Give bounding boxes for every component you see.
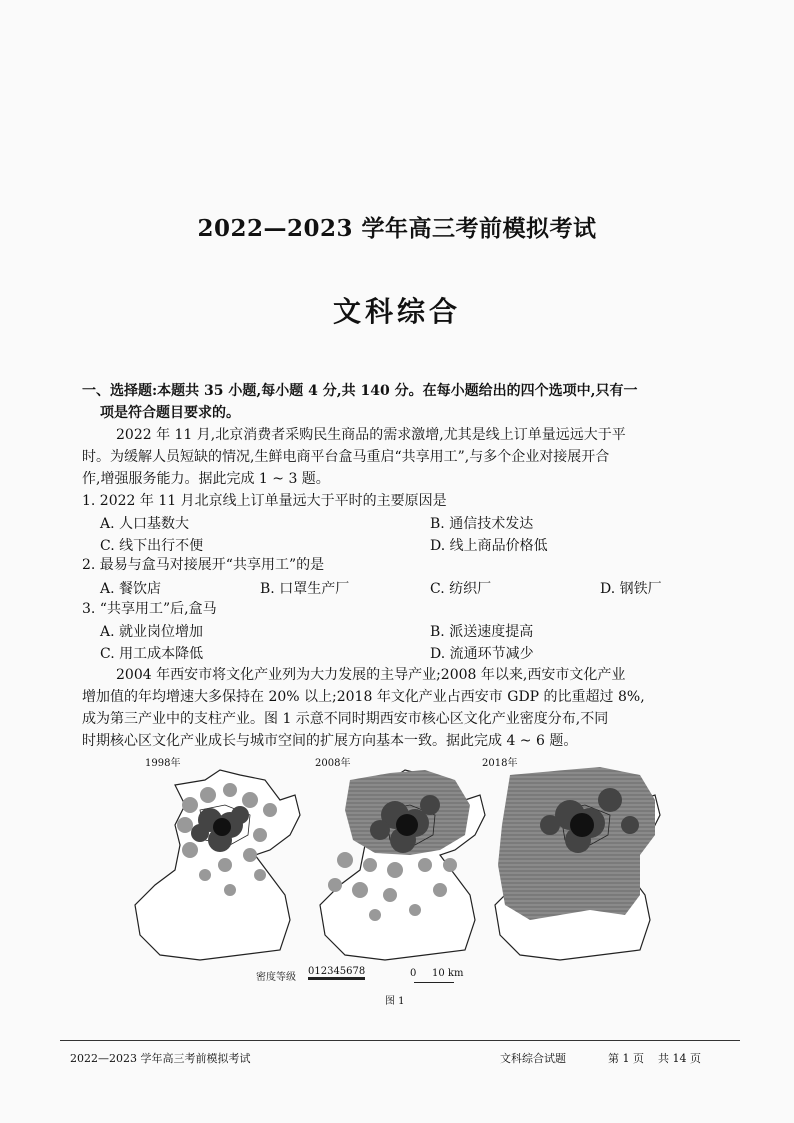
scale-end: 10 km [432, 968, 464, 979]
passage1-line1: 2022 年 11 月,北京消费者采购民生商品的需求激增,尤其是线上订单量远远大于平 [116, 427, 626, 443]
footer-rule [60, 1040, 740, 1041]
footer-left: 2022—2023 学年高三考前模拟考试 [70, 1052, 251, 1065]
footer-total: 共 14 页 [658, 1052, 701, 1065]
map-label-2008: 2008年 [315, 758, 351, 769]
figure-caption: 图 1 [385, 996, 405, 1007]
q1-option-a: A. 人口基数大 [100, 516, 190, 532]
q3-stem: 3. “共享用工”后,盒马 [82, 601, 217, 617]
q1-option-c: C. 线下出行不便 [100, 538, 204, 554]
footer-subject: 文科综合试题 [500, 1052, 566, 1065]
density-maps-figure [130, 765, 670, 965]
q2-option-c: C. 纺织厂 [430, 581, 492, 597]
q3-option-c: C. 用工成本降低 [100, 646, 204, 662]
passage2-line3: 成为第三产业中的支柱产业。图 1 示意不同时期西安市核心区文化产业密度分布,不同 [82, 711, 609, 727]
map-2018 [495, 767, 660, 960]
q2-stem: 2. 最易与盒马对接展开“共享用工”的是 [82, 557, 325, 573]
q2-option-d: D. 钢铁厂 [600, 581, 662, 597]
passage2-line1: 2004 年西安市将文化产业列为大力发展的主导产业;2008 年以来,西安市文化产业 [116, 667, 626, 683]
q3-option-d: D. 流通环节减少 [430, 646, 534, 662]
passage1-line3: 作,增强服务能力。据此完成 1 ~ 3 题。 [82, 471, 330, 487]
scale-start: 0 [410, 968, 417, 979]
footer-page: 第 1 页 [608, 1052, 644, 1065]
passage2-line2: 增加值的年均增速大多保持在 20% 以上;2018 年文化产业占西安市 GDP 的比重超过 8%, [82, 689, 645, 705]
passage2-line4: 时期核心区文化产业成长与城市空间的扩展方向基本一致。据此完成 4 ~ 6 题。 [82, 733, 578, 749]
q3-option-a: A. 就业岗位增加 [100, 624, 204, 640]
legend-scale: 012345678 [308, 966, 365, 980]
map-label-2018: 2018年 [482, 758, 518, 769]
section-heading-line1: 一、选择题:本题共 35 小题,每小题 4 分,共 140 分。在每小题给出的四个选项中,只有一 [82, 383, 638, 399]
q2-option-a: A. 餐饮店 [100, 581, 162, 597]
q2-option-b: B. 口罩生产厂 [260, 581, 350, 597]
map-2008 [320, 770, 485, 960]
passage1-line2: 时。为缓解人员短缺的情况,生鲜电商平台盒马重启“共享用工”,与多个企业对接展开合 [82, 449, 610, 465]
q1-option-b: B. 通信技术发达 [430, 516, 534, 532]
section-heading-line2: 项是符合题目要求的。 [100, 405, 240, 421]
scale-bar [414, 982, 454, 983]
legend-label: 密度等级 [256, 972, 296, 983]
subject-title: 文科综合 [332, 295, 461, 328]
map-1998 [135, 770, 300, 960]
q1-stem: 1. 2022 年 11 月北京线上订单量远大于平时的主要原因是 [82, 493, 447, 509]
exam-title: 2022—2023 学年高三考前模拟考试 [197, 215, 597, 242]
q1-option-d: D. 线上商品价格低 [430, 538, 548, 554]
map-label-1998: 1998年 [145, 758, 181, 769]
q3-option-b: B. 派送速度提高 [430, 624, 534, 640]
